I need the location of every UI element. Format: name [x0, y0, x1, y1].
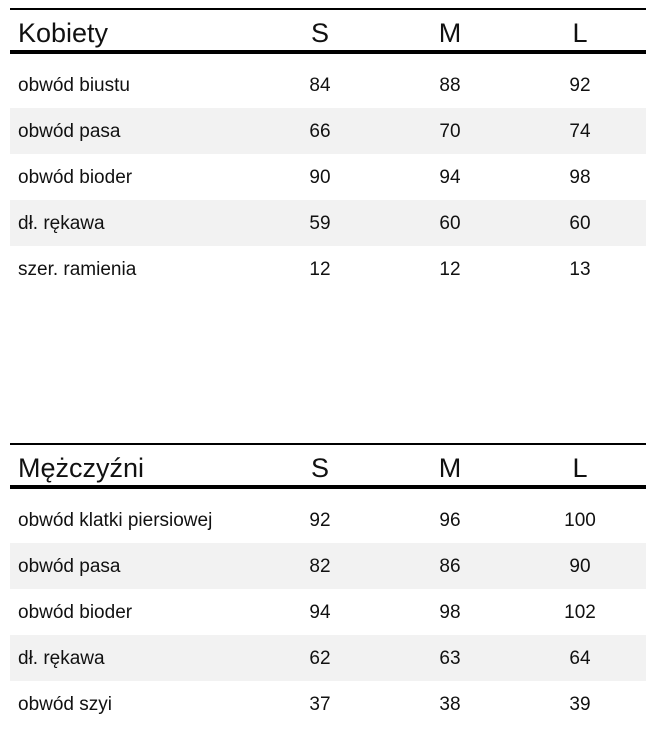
table-row	[10, 62, 646, 108]
table-header	[10, 8, 646, 54]
measurement-label: obwód pasa	[18, 556, 121, 577]
table-row	[10, 200, 646, 246]
table-row	[10, 543, 646, 589]
value-m: 86	[439, 556, 461, 577]
value-l: 100	[564, 510, 596, 531]
table-title: Mężczyźni	[18, 453, 145, 483]
value-l: 98	[569, 167, 591, 188]
measurement-label: obwód pasa	[18, 121, 121, 142]
measurement-label: dł. rękawa	[18, 648, 105, 669]
size-header-l: L	[572, 18, 588, 48]
value-l: 64	[569, 648, 591, 669]
table-header	[10, 443, 646, 489]
value-s: 62	[309, 648, 331, 669]
measurement-label: dł. rękawa	[18, 213, 105, 234]
value-s: 90	[309, 167, 331, 188]
value-l: 60	[569, 213, 591, 234]
table-row	[10, 589, 646, 635]
value-m: 98	[439, 602, 461, 623]
size-header-m: M	[438, 18, 462, 48]
measurement-label: obwód szyi	[18, 694, 112, 715]
value-m: 12	[439, 259, 461, 280]
value-m: 94	[439, 167, 461, 188]
value-l: 90	[569, 556, 591, 577]
value-s: 84	[309, 75, 331, 96]
value-m: 70	[439, 121, 461, 142]
value-l: 92	[569, 75, 591, 96]
value-l: 102	[564, 602, 596, 623]
value-l: 13	[569, 259, 591, 280]
value-s: 92	[309, 510, 331, 531]
value-s: 66	[309, 121, 331, 142]
measurement-label: obwód bioder	[18, 602, 133, 623]
table-row	[10, 108, 646, 154]
table-row	[10, 154, 646, 200]
value-m: 63	[439, 648, 461, 669]
size-table-women	[10, 8, 646, 292]
measurement-label: obwód klatki piersiowej	[18, 510, 213, 531]
table-row	[10, 497, 646, 543]
value-s: 37	[309, 694, 331, 715]
table-row	[10, 635, 646, 681]
value-m: 38	[439, 694, 461, 715]
value-l: 74	[569, 121, 591, 142]
value-s: 94	[309, 602, 331, 623]
value-s: 82	[309, 556, 331, 577]
table-row	[10, 681, 646, 727]
value-m: 60	[439, 213, 461, 234]
measurement-label: szer. ramienia	[18, 259, 137, 280]
value-m: 96	[439, 510, 461, 531]
measurement-label: obwód bioder	[18, 167, 133, 188]
size-header-s: S	[310, 453, 329, 483]
size-header-s: S	[310, 18, 329, 48]
size-header-l: L	[572, 453, 588, 483]
value-s: 59	[309, 213, 331, 234]
table-row	[10, 246, 646, 292]
table-title: Kobiety	[18, 18, 109, 48]
value-s: 12	[309, 259, 331, 280]
value-l: 39	[569, 694, 591, 715]
value-m: 88	[439, 75, 461, 96]
measurement-label: obwód biustu	[18, 75, 130, 96]
size-table-men	[10, 443, 646, 727]
size-header-m: M	[438, 453, 462, 483]
